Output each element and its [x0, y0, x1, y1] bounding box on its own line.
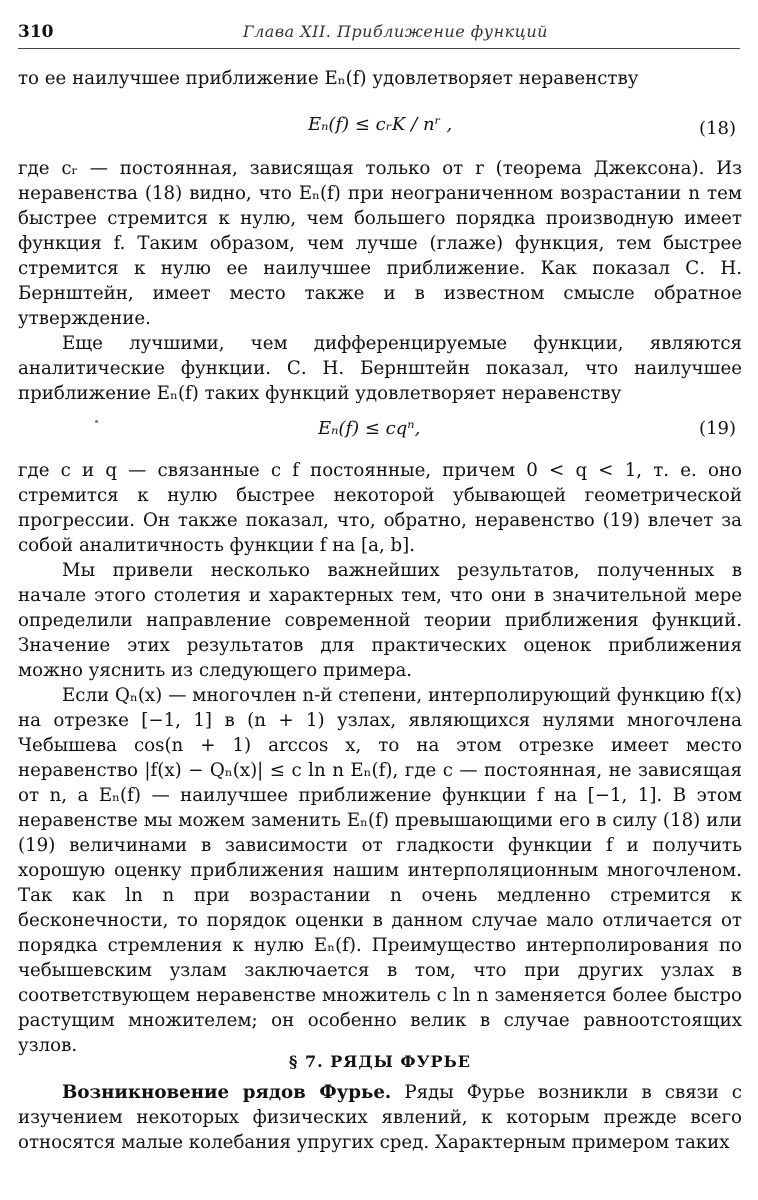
paragraph-7-rest: Ряды Фурье возникли в связи с изучением некоторых физических явлений, к которым прежде всего относятся малые колебания упругих сред. Характерным примером таких	[18, 1082, 742, 1153]
paragraph-4: где c и q — связанные с f постоянные, причем 0 < q < 1, т. е. оно стремится к нулю быстрее некоторой убывающей геометрической прогрессии. Он также показал, что, обратно, неравенство (19) влечет за собой аналитичность функции f на [a, b].	[18, 460, 742, 556]
section-title: § 7. РЯДЫ ФУРЬЕ	[289, 1052, 471, 1071]
paragraph-6: Если Qₙ(x) — многочлен n-й степени, интерполирующий функцию f(x) на отрезке [−1, 1] в (n + 1) узлах, являющихся нулями многочлена Чебышева cos(n + 1) arccos x, то на этом отрезке имеет место неравенство |f(x) − Qₙ(x)| ≤ c ln n Eₙ(f), где c — постоянная, не зависящая от n, а Eₙ(f) — наилучшее приближение функции f на [−1, 1]. В этом неравенстве мы можем заменить Eₙ(f) превышающими его в силу (18) или (19) величинами в зависимости от гладкости функции f и получить хорошую оценку приближения нашим интерполяционным многочленом. Так как ln n при возрастании n очень медленно стремится к бесконечности, то порядок оценки в данном случае мало отличается от порядка стремления к нулю Eₙ(f). Преимущество интерполирования по чебышевским узлам заключается в том, что при других узлах в соответствующем неравенстве множитель c ln n заменяется более быстро растущим множителем; он особенно велик в случае равноотстоящих узлов.	[18, 685, 742, 1056]
text-block-intro	[18, 66, 742, 91]
formula-19-expression: Eₙ(f) ≤ cqⁿ,	[318, 418, 421, 439]
paragraph-3: Еще лучшими, чем дифференцируемые функции, являются аналитические функции. С. Н. Бернштейн показал, что наилучшее приближение Eₙ(f) таких функций удовлетворяет неравенству	[18, 333, 742, 404]
formula-19	[18, 414, 742, 454]
formula-19-number: (19)	[699, 418, 736, 439]
text-block-jackson	[18, 156, 742, 406]
formula-18-number: (18)	[699, 118, 736, 139]
paragraph-1: то ее наилучшее приближение Eₙ(f) удовлетворяет неравенству	[18, 68, 639, 89]
header-rule	[18, 48, 740, 49]
formula-18	[18, 110, 742, 150]
paragraph-7-lead: Возникновение рядов Фурье.	[62, 1082, 392, 1103]
running-title: Глава XII. Приближение функций	[243, 22, 548, 41]
paragraph-5: Мы привели несколько важнейших результатов, полученных в начале этого столетия и характерных тем, что они в значительной мере определили направление современной теории приближения функций. Значение этих результатов для практических оценок приближения можно уяснить из следующего примера.	[18, 560, 742, 681]
paragraph-7	[18, 1080, 742, 1155]
formula-18-expression: Eₙ(f) ≤ cᵣK / nʳ ,	[308, 114, 453, 135]
page-header	[18, 20, 740, 46]
page-number: 310	[18, 22, 54, 42]
paragraph-2: где cᵣ — постоянная, зависящая только от r (теорема Джексона). Из неравенства (18) видно, что Eₙ(f) при неограниченном возрастании n тем быстрее стремится к нулю, чем большего порядка производную имеет функция f. Таким образом, чем лучше (глаже) функция, тем быстрее стремится к нулю ее наилучшее приближение. Как показал С. Н. Бернштейн, имеет место также и в известном смысле обратное утверждение.	[18, 158, 742, 329]
text-block-fourier	[18, 1080, 742, 1155]
text-block-main	[18, 458, 742, 1058]
